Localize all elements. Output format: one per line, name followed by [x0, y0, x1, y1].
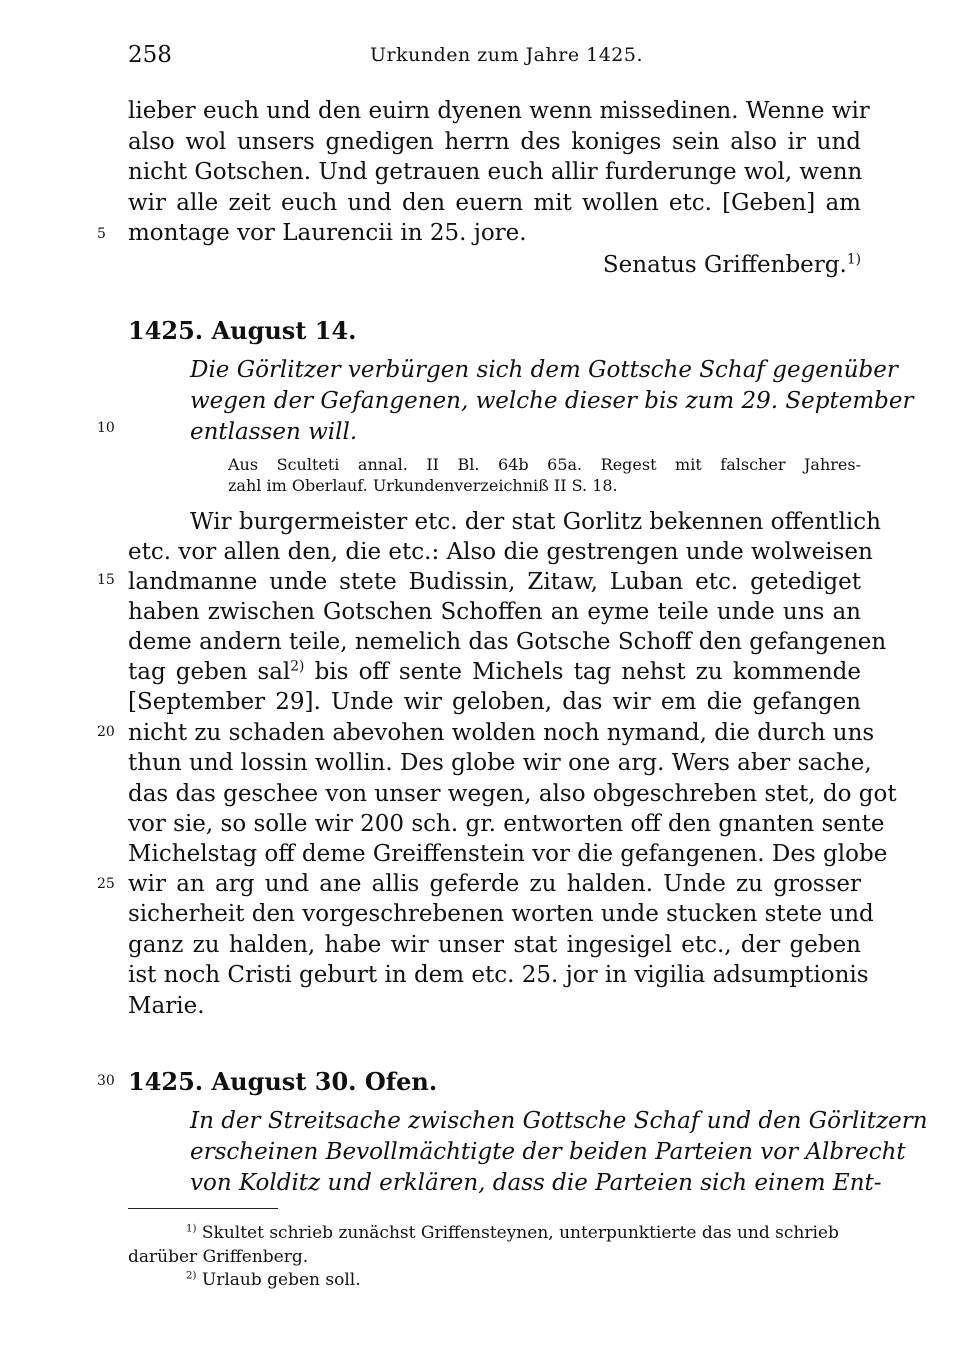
line-number: 20: [97, 724, 115, 740]
signature: [128, 250, 861, 280]
text-line: wir an arg und ane allis geferde zu halden. Unde zu grosser: [128, 871, 861, 897]
regest-line: entlassen will.: [190, 419, 358, 445]
regest-line: von Kolditz und erklären, dass die Parteien sich einem Ent-: [190, 1170, 882, 1196]
text-line: [September 29]. Unde wir geloben, das wir em die gefangen: [128, 689, 861, 715]
text-line: also wol unsers gnedigen herrn des koniges sein also ir und: [128, 129, 861, 155]
line-number: 30: [97, 1073, 115, 1089]
entry-heading: 1425. August 14.: [128, 316, 357, 345]
regest-line: Die Görlitzer verbürgen sich dem Gottsche Schaf gegenüber: [190, 357, 898, 383]
text-line: montage vor Laurencii in 25. jore.: [128, 220, 527, 246]
regest-line: In der Streitsache zwischen Gottsche Schaf und den Görlitzern: [190, 1108, 928, 1134]
page-header: [0, 42, 960, 72]
line-number: 5: [97, 226, 106, 242]
footnote-mark: 1): [186, 1223, 197, 1235]
footnote-1-cont: darüber Griffenberg.: [128, 1247, 309, 1267]
text-line: deme andern teile, nemelich das Gotsche Schoff den gefangenen: [128, 629, 887, 655]
text-line: haben zwischen Gotschen Schoffen an eyme teile unde uns an: [128, 599, 861, 625]
entry-heading: 1425. August 30. Ofen.: [128, 1067, 438, 1096]
text-line: sicherheit den vorgeschrebenen worten unde stucken stete und: [128, 901, 874, 927]
line-number: 25: [97, 876, 115, 892]
text-line: ganz zu halden, habe wir unser stat ingesigel etc., der geben: [128, 932, 861, 958]
text-line: Marie.: [128, 993, 205, 1019]
text-line: lieber euch und den euirn dyenen wenn missedinen. Wenne wir: [128, 98, 870, 124]
text-segment: bis off sente Michels tag nehst zu kommende: [304, 659, 861, 685]
source-note: zahl im Oberlauf. Urkundenverzeichniß II S. 18.: [228, 476, 618, 495]
text-line: [128, 657, 861, 687]
page-number: 258: [128, 42, 172, 68]
text-line: landmanne unde stete Budissin, Zitaw, Luban etc. getediget: [128, 569, 861, 595]
text-line: wir alle zeit euch und den euern mit wollen etc. [Geben] am: [128, 190, 861, 216]
text-line: nicht zu schaden abevohen wolden noch nymand, die durch uns: [128, 720, 875, 746]
signature-text: Senatus Griffenberg.: [602, 252, 847, 278]
regest-line: erscheinen Bevollmächtigte der beiden Parteien vor Albrecht: [190, 1139, 906, 1165]
text-line: ist noch Cristi geburt in dem etc. 25. jor in vigilia adsumptionis: [128, 962, 869, 988]
running-head: Urkunden zum Jahre 1425.: [370, 44, 644, 66]
footnote-ref: 1): [846, 251, 861, 268]
footnote-mark: 2): [186, 1270, 197, 1282]
footnote-text: Skultet schrieb zunächst Griffensteynen, unterpunktierte das und schrieb: [201, 1223, 839, 1243]
text-line: thun und lossin wollin. Des globe wir one arg. Wers aber sache,: [128, 750, 872, 776]
text-line: etc. vor allen den, die etc.: Also die gestrengen unde wolweisen: [128, 539, 873, 565]
text-segment: tag geben sal: [128, 659, 291, 685]
source-note: Aus Sculteti annal. II Bl. 64b 65a. Regest mit falscher Jahres-: [228, 455, 861, 474]
footnote-2: [186, 1269, 361, 1291]
regest-line: wegen der Gefangenen, welche dieser bis zum 29. September: [190, 388, 914, 414]
line-number: 15: [97, 572, 115, 588]
text-line: das das geschee von unser wegen, also obgeschreben stet, do got: [128, 781, 897, 807]
footnote-text: Urlaub geben soll.: [201, 1270, 361, 1290]
text-line: Michelstag off deme Greiffenstein vor die gefangenen. Des globe: [128, 841, 888, 867]
text-line: vor sie, so solle wir 200 sch. gr. entworten off den gnanten sente: [128, 811, 885, 837]
footnote-rule: [128, 1208, 278, 1209]
text-line: nicht Gotschen. Und getrauen euch allir furderunge wol, wenn: [128, 159, 863, 185]
footnote-1: [186, 1222, 839, 1244]
text-line: Wir burgermeister etc. der stat Gorlitz bekennen offentlich: [190, 509, 881, 535]
footnote-ref: 2): [290, 658, 305, 675]
line-number: 10: [97, 420, 115, 436]
